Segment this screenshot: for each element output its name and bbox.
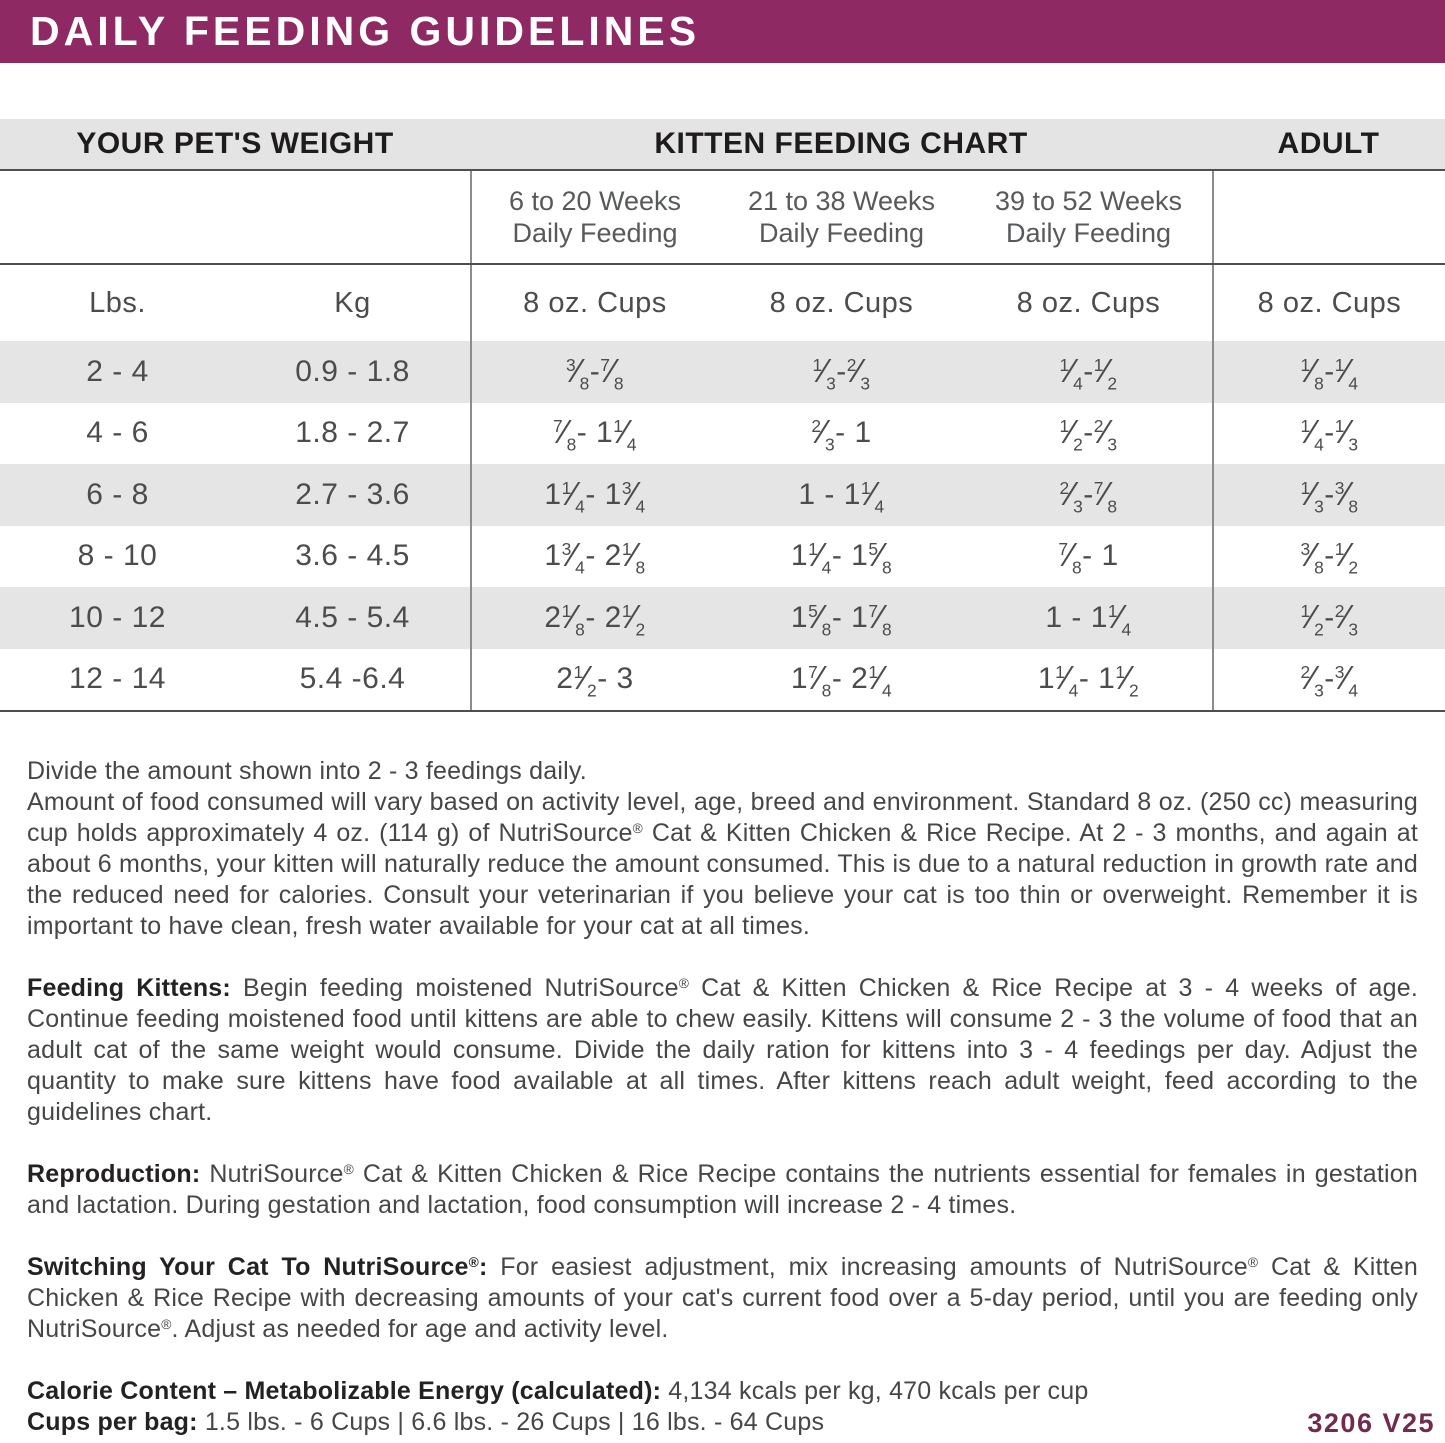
cell-adult: $^1⁄_3$ - $^3⁄_8$	[1212, 464, 1445, 526]
unit-header-cups: 8 oz. Cups	[470, 265, 718, 341]
note-lead: Reproduction:	[27, 1160, 201, 1188]
version-code: 3206 V25	[1307, 1408, 1435, 1438]
table-row	[0, 464, 1445, 526]
calorie-body: 4,134 kcals per kg, 470 kcals per cup	[668, 1377, 1089, 1405]
calorie-content-line	[27, 1376, 1418, 1407]
table-unit-header-row	[0, 265, 1445, 341]
note-feeding-kittens	[27, 973, 1418, 1128]
note-lead: Feeding Kittens:	[27, 974, 231, 1002]
cell-w39_52: 1 $^1⁄_4$ - 1 $^1⁄_2$	[1037, 660, 1140, 701]
cups-lead: Cups per bag:	[27, 1408, 198, 1436]
cell-w6_20: $^3⁄_8$ - $^7⁄_8$	[470, 341, 718, 403]
cell-w6_20: 2 $^1⁄_8$ - 2 $^1⁄_2$	[470, 587, 718, 649]
table-group-header-row	[0, 119, 1445, 171]
cell-kg: 2.7 - 3.6	[295, 477, 410, 511]
cell-w6_20: 2 $^1⁄_2$ - 3	[470, 649, 718, 711]
cell-kg: 0.9 - 1.8	[295, 354, 410, 388]
cell-w39_52: $^2⁄_3$ - $^7⁄_8$	[1059, 475, 1118, 517]
cell-lbs: 2 - 4	[86, 354, 149, 388]
cell-adult: $^3⁄_8$ - $^1⁄_2$	[1212, 526, 1445, 588]
cell-w21_38: 1 $^7⁄_8$ - 2 $^1⁄_4$	[790, 660, 893, 701]
table-age-header-row	[0, 171, 1445, 265]
intro-note	[27, 756, 1418, 942]
note-lead: Switching Your Cat To NutriSource®:	[27, 1253, 488, 1281]
group-header-kitten-feeding-chart: KITTEN FEEDING CHART	[654, 127, 1028, 160]
spacer-cell	[0, 171, 235, 263]
cell-w39_52: $^1⁄_2$ - $^2⁄_3$	[1059, 414, 1118, 455]
notes-section	[0, 756, 1445, 1438]
age-header-line2: Daily Feeding	[1005, 218, 1172, 248]
group-header-pet-weight: YOUR PET'S WEIGHT	[76, 127, 394, 160]
table-row	[0, 587, 1445, 649]
table-row	[0, 341, 1445, 403]
cell-adult: $^1⁄_8$ - $^1⁄_4$	[1212, 341, 1445, 403]
cell-w6_20: $^7⁄_8$ - 1 $^1⁄_4$	[470, 403, 718, 465]
table-row	[0, 649, 1445, 711]
table-row	[0, 403, 1445, 465]
unit-header-cups: 8 oz. Cups	[1016, 286, 1161, 319]
cell-adult: $^1⁄_2$ - $^2⁄_3$	[1212, 587, 1445, 649]
cell-lbs: 4 - 6	[86, 416, 149, 450]
age-header-line2: Daily Feeding	[512, 218, 678, 248]
cell-kg: 3.6 - 4.5	[295, 539, 410, 573]
cell-kg: 5.4 -6.4	[299, 662, 406, 696]
intro-body: Amount of food consumed will vary based on activity level, age, breed and environment. Standard 8 oz. (250 cc) measuring cup holds approximately 4 oz. (114 g) of NutriSource® Cat & Kitten Chicken & Rice Recipe. At 2 - 3 months, and again at about 6 months, your kitten will naturally reduce the amount consumed. This is due to a natural reduction in growth rate and the reduced need for calories. Consult your veterinarian if you believe your cat is too thin or overweight. Remember it is important to have clean, fresh water available for your cat at all times.	[27, 788, 1418, 940]
spacer-cell	[235, 171, 470, 263]
note-body: Begin feeding moistened NutriSource® Cat & Kitten Chicken & Rice Recipe at 3 - 4 weeks of age. Continue feeding moistened food until kittens are able to chew easily. Kittens will consume 2 - 3 the volume of food that an adult cat of the same weight would consume. Divide the daily ration for kittens into 3 - 4 feedings per day. Adjust the quantity to make sure kittens have food available at all times. After kittens reach adult weight, feed according to the guidelines chart.	[27, 974, 1418, 1126]
unit-header-kg: Kg	[334, 286, 371, 319]
feeding-table-body	[0, 341, 1445, 712]
note-reproduction	[27, 1159, 1418, 1221]
cell-w6_20: 1 $^3⁄_4$ - 2 $^1⁄_8$	[470, 526, 718, 588]
page-title: DAILY FEEDING GUIDELINES	[30, 8, 701, 54]
age-header-39-52-weeks	[965, 171, 1212, 263]
cell-lbs: 6 - 8	[86, 477, 149, 511]
cell-kg: 1.8 - 2.7	[295, 416, 410, 450]
cups-body: 1.5 lbs. - 6 Cups | 6.6 lbs. - 26 Cups | 16 lbs. - 64 Cups	[204, 1408, 825, 1436]
cell-w39_52: $^1⁄_4$ - $^1⁄_2$	[1059, 352, 1118, 394]
cell-lbs: 8 - 10	[77, 539, 158, 573]
cell-adult: $^2⁄_3$ - $^3⁄_4$	[1212, 649, 1445, 711]
feeding-guidelines-table	[0, 119, 1445, 712]
cell-kg: 4.5 - 5.4	[295, 600, 410, 634]
age-header-line1: 6 to 20 Weeks	[508, 185, 682, 216]
age-header-6-20-weeks	[470, 171, 718, 263]
cell-w21_38: $^2⁄_3$ - 1	[811, 414, 872, 455]
cell-w21_38: $^1⁄_3$ - $^2⁄_3$	[812, 352, 871, 394]
cell-w21_38: 1 $^1⁄_4$ - 1 $^5⁄_8$	[790, 537, 893, 578]
cell-lbs: 12 - 14	[69, 662, 166, 696]
unit-header-cups: 8 oz. Cups	[769, 286, 914, 319]
age-header-line2: Daily Feeding	[758, 218, 925, 248]
unit-header-cups: 8 oz. Cups	[1212, 265, 1445, 341]
cell-w21_38: 1 $^5⁄_8$ - 1 $^7⁄_8$	[790, 598, 893, 640]
note-body: For easiest adjustment, mix increasing amounts of NutriSource® Cat & Kitten Chicken & Rice Recipe with decreasing amounts of your cat's current food over a 5-day period, until you are feeding only NutriSource®. Adjust as needed for age and activity level.	[27, 1253, 1418, 1343]
calorie-lead: Calorie Content – Metabolizable Energy (calculated):	[27, 1377, 662, 1405]
note-switching	[27, 1252, 1418, 1345]
spacer-cell	[1212, 171, 1445, 263]
age-header-21-38-weeks	[718, 171, 965, 263]
note-body: NutriSource® Cat & Kitten Chicken & Rice Recipe contains the nutrients essential for females in gestation and lactation. During gestation and lactation, food consumption will increase 2 - 4 times.	[27, 1160, 1418, 1219]
cups-per-bag-line	[27, 1407, 1418, 1438]
table-row	[0, 526, 1445, 588]
intro-line: Divide the amount shown into 2 - 3 feedings daily.	[27, 757, 587, 785]
unit-header-lbs: Lbs.	[89, 286, 146, 319]
cell-lbs: 10 - 12	[69, 600, 166, 634]
cell-w39_52: $^7⁄_8$ - 1	[1058, 537, 1119, 578]
cell-w39_52: 1 - 1 $^1⁄_4$	[1045, 598, 1132, 640]
cell-w21_38: 1 - 1 $^1⁄_4$	[798, 475, 885, 517]
age-header-line1: 21 to 38 Weeks	[747, 185, 936, 216]
cell-w6_20: 1 $^1⁄_4$ - 1 $^3⁄_4$	[470, 464, 718, 526]
cell-adult: $^1⁄_4$ - $^1⁄_3$	[1212, 403, 1445, 465]
group-header-adult: ADULT	[1277, 127, 1380, 160]
age-header-line1: 39 to 52 Weeks	[994, 185, 1183, 216]
title-banner	[0, 0, 1445, 63]
